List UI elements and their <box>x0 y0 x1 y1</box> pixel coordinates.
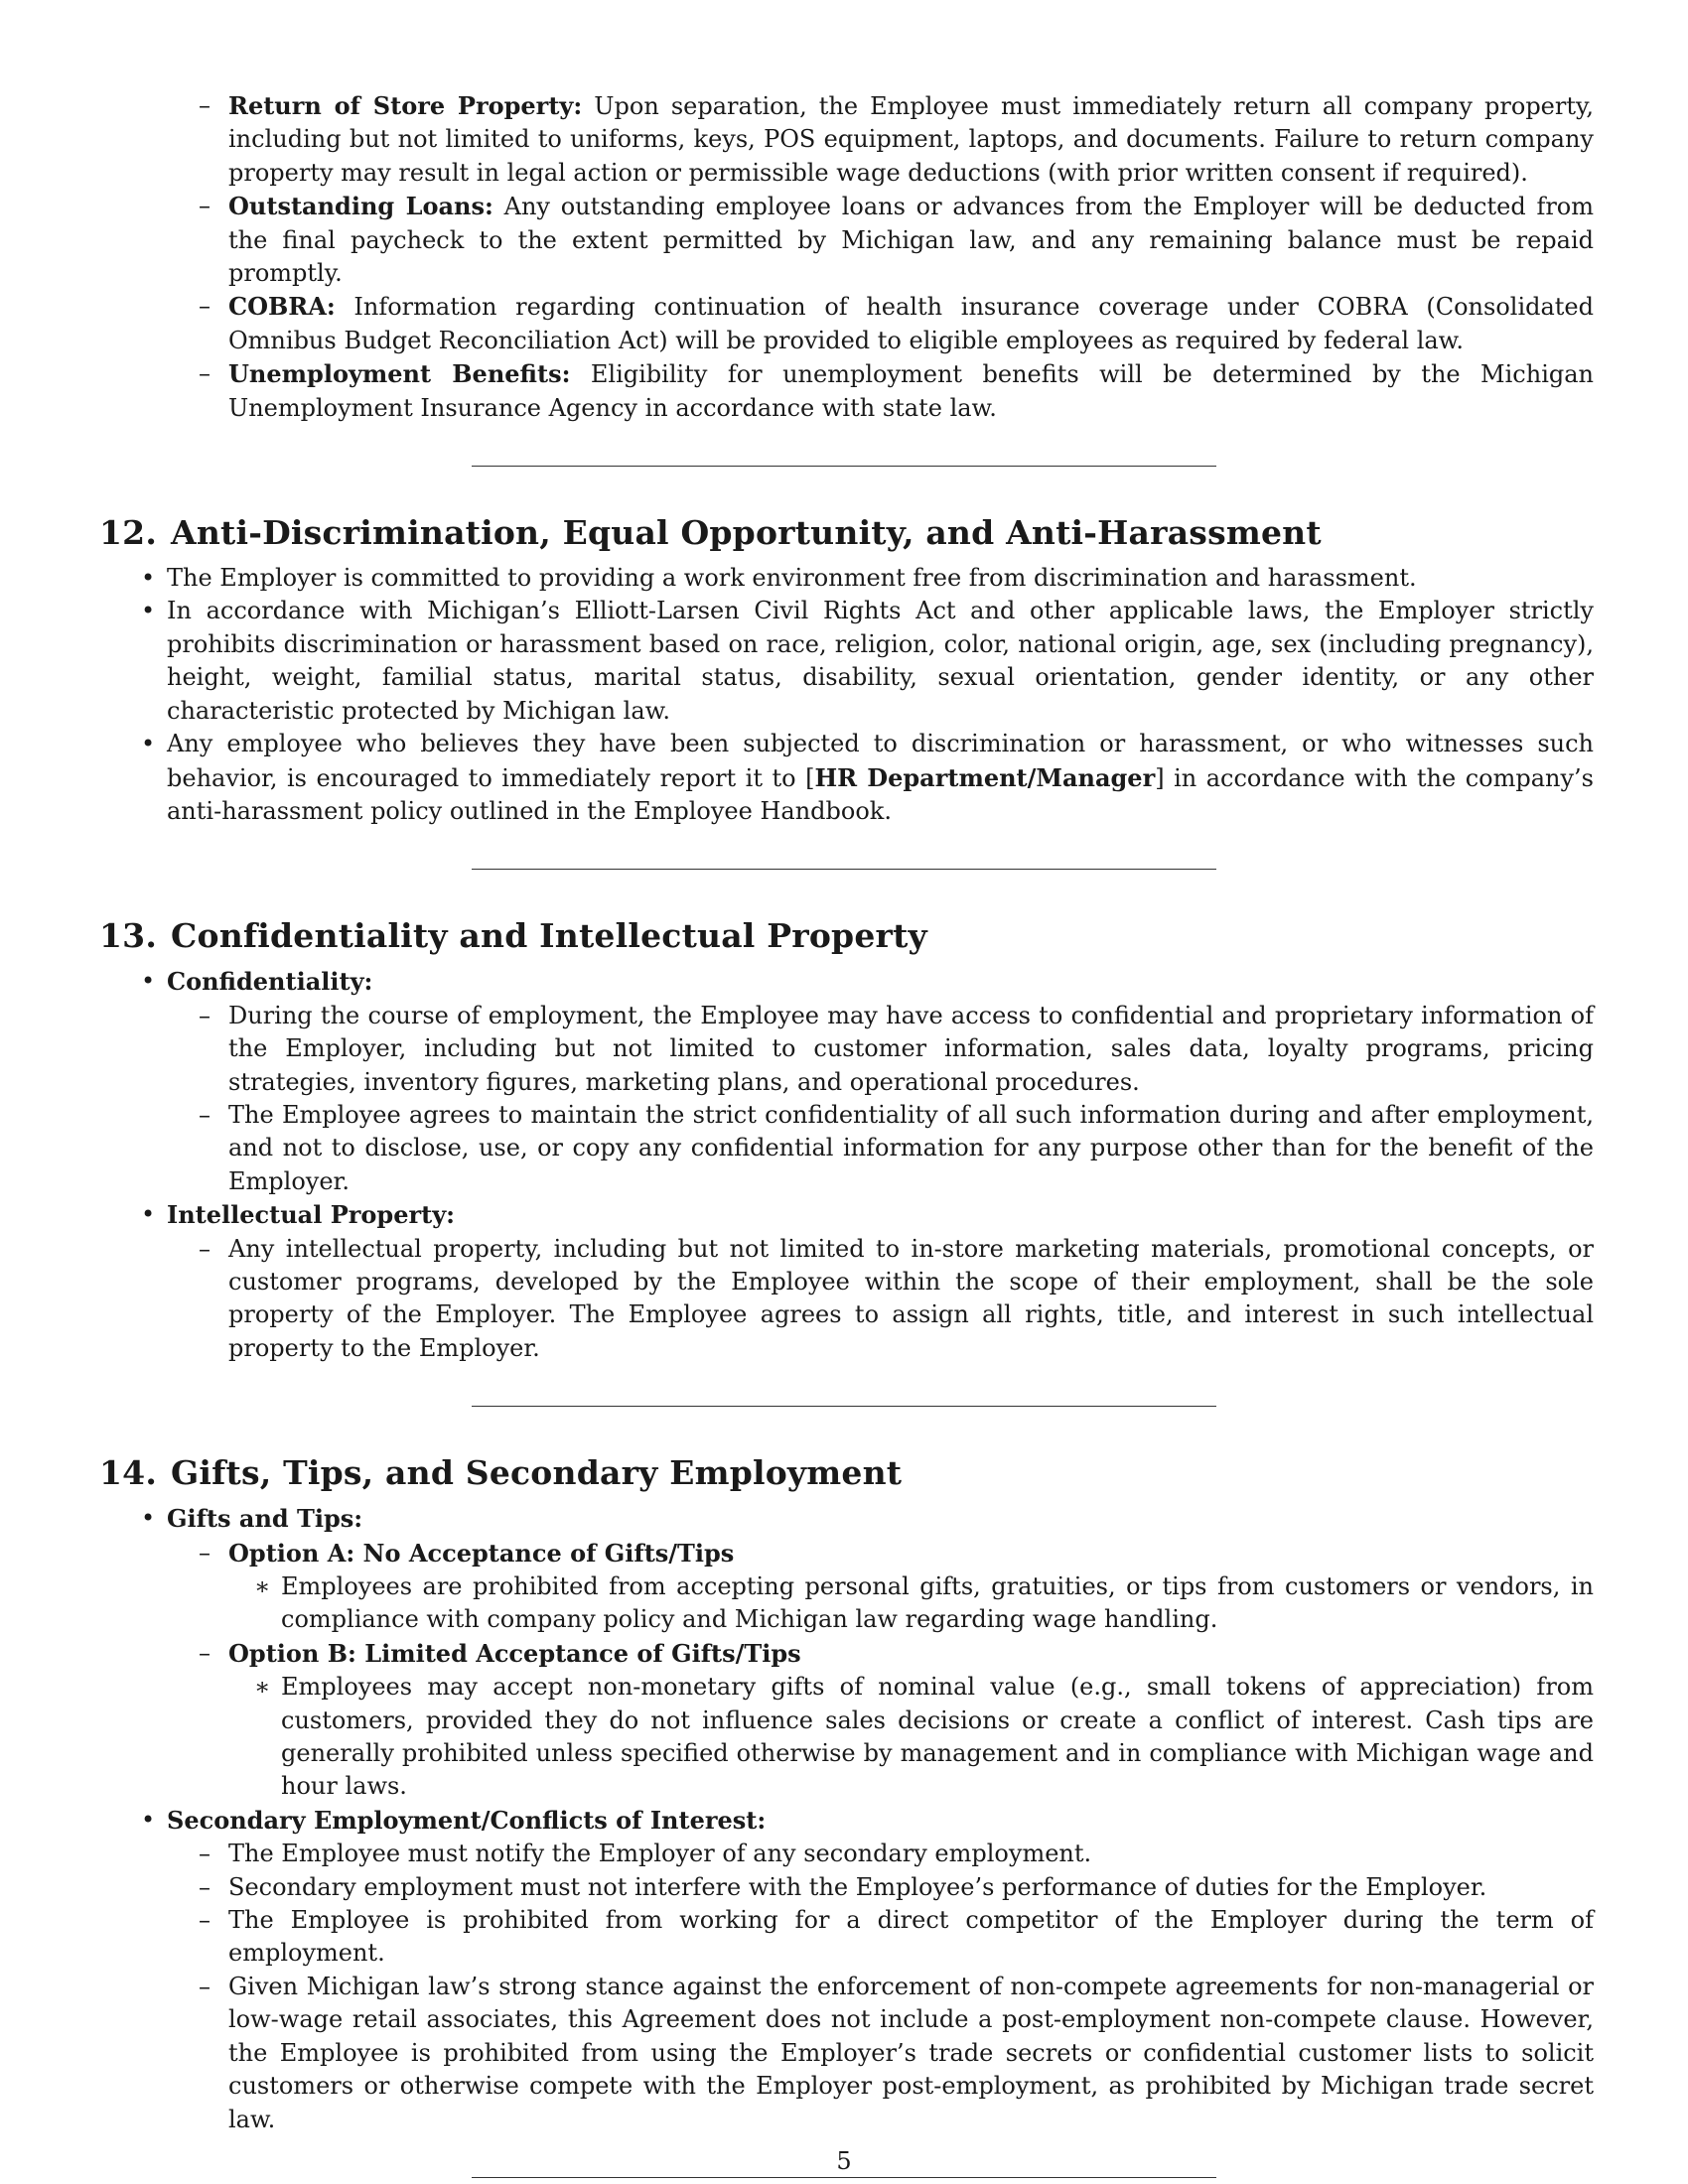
item-label: Gifts and Tips: <box>167 1504 363 1534</box>
list-item <box>228 89 1594 190</box>
item-label: COBRA: <box>228 292 336 322</box>
bullet-item <box>167 1502 1594 1536</box>
item-text: Any employee who believes they have been subjected to discrimination or harassment, or who witnesses such behavior, is encouraged to immediately report it to [ <box>167 730 1594 792</box>
bullet-item <box>167 965 1594 999</box>
bullet-item <box>167 1198 1594 1232</box>
item-label: Return of Store Property: <box>228 91 583 120</box>
document-page <box>99 89 1594 2164</box>
section-heading-13 <box>99 916 1594 955</box>
section-number: 12. <box>99 513 158 553</box>
option-label: Option A: No Acceptance of Gifts/Tips <box>228 1538 735 1568</box>
list-item: – The Employee is prohibited from working for a direct competitor of the Employer during the term of employment. <box>228 1904 1594 1971</box>
list-item <box>228 357 1594 425</box>
list-item: – Given Michigan law’s strong stance against the enforcement of non-compete agreements for non-managerial or low-wage retail associates, this Agreement does not include a post-employment non-compete clause. However, the Employee is prohibited from using the Employer’s trade secrets or confidential customer lists to solicit customers or otherwise compete with the Employer post-employment, as prohibited by Michigan trade secret law. <box>228 1971 1594 2136</box>
bullet-item <box>167 1804 1594 1838</box>
sub-list-item: ∗ Employees may accept non-monetary gifts of nominal value (e.g., small tokens of appreciation) from customers, provided they do not influence sales decisions or create a conflict of interest. Cash tips are generally prohibited unless specified otherwise by management and in compliance with Michigan wage and hour laws. <box>281 1671 1594 1804</box>
section-title: Gifts, Tips, and Secondary Employment <box>171 1453 903 1493</box>
list-item <box>228 1537 1594 1570</box>
section-divider <box>472 2177 1216 2178</box>
section-title: Anti-Discrimination, Equal Opportunity, and Anti-Harassment <box>171 513 1322 553</box>
list-item: – The Employee agrees to maintain the strict confidentiality of all such information during and after employment, and not to disclose, use, or copy any confidential information for any purpose other than for the benefit of the Employer. <box>228 1099 1594 1198</box>
section-heading-14 <box>99 1453 1594 1492</box>
item-text: Any outstanding employee loans or advances from the Employer will be deducted from the final paycheck to the extent permitted by Michigan law, and any remaining balance must be repaid promptly. <box>228 193 1595 288</box>
item-text: Upon separation, the Employee must immediately return all company property, including but not limited to uniforms, keys, POS equipment, laptops, and documents. Failure to return company property may result in legal action or permissible wage deductions (with prior written consent if required). <box>228 92 1594 187</box>
section-divider <box>472 466 1216 467</box>
placeholder-text: HR Department/Manager <box>814 762 1156 792</box>
item-label: Confidentiality: <box>167 967 373 997</box>
item-label: Unemployment Benefits: <box>228 359 571 389</box>
section-heading-12 <box>99 513 1594 552</box>
item-text: Eligibility for unemployment benefits will be determined by the Michigan Unemployment Insurance Agency in accordance with state law. <box>228 360 1595 422</box>
list-item: – Any intellectual property, including but not limited to in-store marketing materials, promotional concepts, or customer programs, developed by the Employee within the scope of their employment, shall be the sole property of the Employer. The Employee agrees to assign all rights, title, and interest in such intellectual property to the Employer. <box>228 1233 1594 1366</box>
item-label: Secondary Employment/Conflicts of Interest: <box>167 1805 767 1835</box>
list-item <box>228 290 1594 357</box>
bullet-item <box>167 728 1594 828</box>
bullet-item: • In accordance with Michigan’s Elliott-Larsen Civil Rights Act and other applicable laws, the Employer strictly prohibits discrimination or harassment based on race, religion, color, national origin, age, sex (including pregnancy), height, weight, familial status, marital status, disability, sexual orientation, gender identity, or any other characteristic protected by Michigan law. <box>167 595 1594 728</box>
item-text: Information regarding continuation of health insurance coverage under COBRA (Consolidated Omnibus Budget Reconciliation Act) will be provided to eligible employees as required by federal law. <box>228 293 1594 354</box>
section-number: 14. <box>99 1453 158 1493</box>
item-text: ] in accordance with the company’s anti-harassment policy outlined in the Employee Handbook. <box>167 763 1594 825</box>
section-title: Confidentiality and Intellectual Property <box>171 916 927 956</box>
section-number: 13. <box>99 916 158 956</box>
list-item <box>228 190 1594 290</box>
item-label: Intellectual Property: <box>167 1200 455 1230</box>
bullet-item: • The Employer is committed to providing a work environment free from discrimination and harassment. <box>167 562 1594 595</box>
list-item: – During the course of employment, the Employee may have access to confidential and proprietary information of the Employer, including but not limited to customer information, sales data, loyalty programs, pricing strategies, inventory figures, marketing plans, and operational procedures. <box>228 1000 1594 1099</box>
section-divider <box>472 869 1216 870</box>
list-item: – The Employee must notify the Employer of any secondary employment. <box>228 1838 1594 1870</box>
option-label: Option B: Limited Acceptance of Gifts/Tips <box>228 1638 801 1668</box>
list-item: – Secondary employment must not interfere with the Employee’s performance of duties for the Employer. <box>228 1871 1594 1904</box>
item-label: Outstanding Loans: <box>228 192 493 221</box>
sub-list-item: ∗ Employees are prohibited from accepting personal gifts, gratuities, or tips from customers or vendors, in compliance with company policy and Michigan law regarding wage handling. <box>281 1570 1594 1637</box>
section-divider <box>472 1406 1216 1407</box>
list-item <box>228 1637 1594 1671</box>
page-number: 5 <box>836 2147 852 2175</box>
